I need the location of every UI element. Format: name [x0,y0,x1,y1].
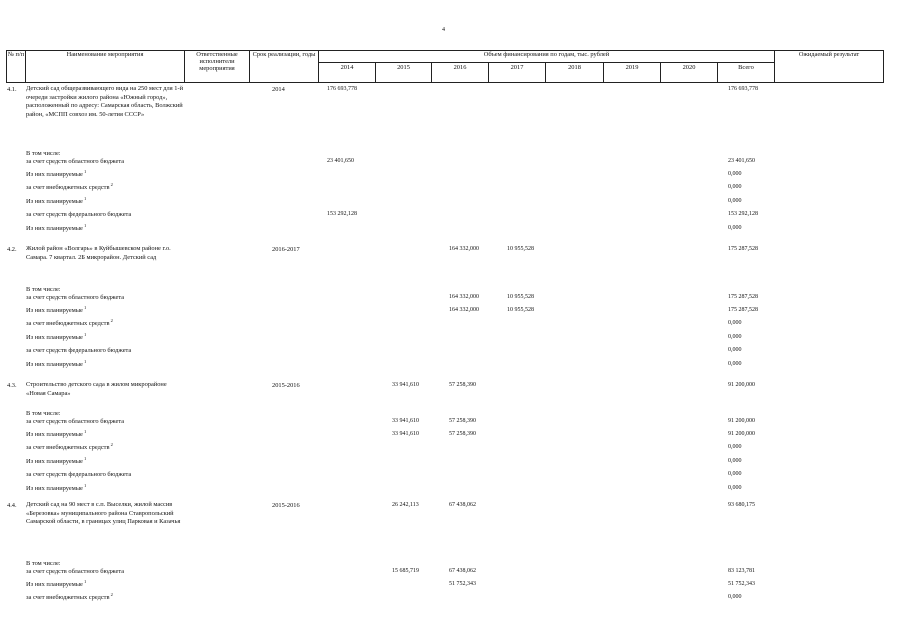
page-number: 4 [442,27,445,33]
including-label: В том числе: [26,150,61,157]
footnote-mark: 1 [82,304,87,310]
funding-source-text: Из них планируемые [26,307,83,314]
section-term: 2015-2016 [272,382,300,389]
col-header-year-text: 2016 [453,64,467,71]
col-header-year-text: 2020 [682,64,696,71]
cell-value-total: 0,000 [728,171,742,177]
col-header-num [6,50,26,83]
cell-value-2014: 176 693,778 [327,86,357,92]
funding-source-text: Из них планируемые [26,581,83,588]
section-number: 4.2. [7,246,17,253]
funding-source-text: за счет внебюджетных средств [26,320,110,327]
col-header-year-text: 2018 [568,64,581,71]
cell-value-total: 93 680,175 [728,502,755,508]
funding-source-label [26,181,113,191]
footnote-mark: 1 [82,222,87,228]
col-header-year [488,62,546,83]
cell-value-2016: 57 258,390 [449,418,476,424]
funding-source-label [26,578,87,588]
col-header-name-text: Наименование мероприятия [66,51,144,58]
cell-value-2015: 26 242,113 [392,502,419,508]
cell-value-2016: 164 332,000 [449,307,479,313]
funding-source-text: Из них планируемые [26,171,83,178]
cell-value-total: 0,000 [728,444,742,450]
funding-source-label [26,304,87,314]
funding-source-text: Из них планируемые [26,458,83,465]
col-header-year [318,62,376,83]
cell-value-total: 83 123,781 [728,568,755,574]
section-number: 4.1. [7,86,17,93]
section-number: 4.4. [7,502,17,509]
funding-source-label [26,294,124,301]
col-header-year [431,62,489,83]
section-term: 2014 [272,86,285,93]
col-header-year [717,62,775,83]
cell-value-2016: 51 752,343 [449,581,476,587]
funding-source-label [26,358,87,368]
funding-source-text: за счет средств областного бюджета [26,294,125,301]
cell-value-2016: 164 332,000 [449,246,479,252]
cell-value-total: 175 287,528 [728,307,758,313]
footnote-mark: 1 [82,455,87,461]
funding-source-label [26,195,87,205]
funding-source-text: за счет внебюджетных средств [26,184,110,191]
cell-value-2016: 67 438,062 [449,502,476,508]
cell-value-total: 0,000 [728,184,742,190]
cell-value-total: 0,000 [728,320,742,326]
funding-source-text: за счет средств областного бюджета [26,158,125,165]
cell-value-total: 23 401,650 [728,158,755,164]
section-term: 2016-2017 [272,246,300,253]
funding-source-label [26,168,87,178]
funding-source-text: Из них планируемые [26,361,83,368]
col-header-name [25,50,185,83]
cell-value-2016: 164 332,000 [449,294,479,300]
footnote-mark: 1 [82,578,87,584]
including-label: В том числе: [26,560,61,567]
funding-source-label [26,158,124,165]
footnote-mark: 1 [82,482,87,488]
section-number: 4.3. [7,382,17,389]
cell-value-2015: 33 941,610 [392,382,419,388]
col-header-year [660,62,718,83]
footnote-mark: 1 [82,195,87,201]
funding-source-label [26,455,87,465]
funding-source-label [26,418,124,425]
funding-source-label [26,347,131,354]
funding-source-text: Из них планируемые [26,334,83,341]
funding-source-label [26,317,113,327]
cell-value-2016: 57 258,390 [449,382,476,388]
funding-source-text: Из них планируемые [26,198,83,205]
funding-source-text: за счет средств федерального бюджета [26,471,132,478]
footnote-mark: 2 [109,181,113,187]
col-header-year-text: 2015 [397,64,410,71]
col-header-year [545,62,604,83]
funding-source-text: за счет средств областного бюджета [26,418,125,425]
funding-source-text: Из них планируемые [26,225,83,232]
cell-value-2016: 57 258,390 [449,431,476,437]
cell-value-2015: 33 941,610 [392,431,419,437]
col-header-year-text: Всего [738,64,754,71]
cell-value-total: 0,000 [728,225,742,231]
col-header-result [774,50,884,83]
funding-source-label [26,568,124,575]
funding-source-text: Из них планируемые [26,431,83,438]
cell-value-total: 0,000 [728,458,742,464]
funding-source-label [26,591,113,601]
cell-value-total: 51 752,343 [728,581,755,587]
cell-value-2014: 153 292,128 [327,211,357,217]
col-header-year-text: 2014 [340,64,354,71]
section-term: 2015-2016 [272,502,300,509]
cell-value-total: 0,000 [728,361,742,367]
col-header-year-text: 2019 [625,64,639,71]
funding-source-text: за счет средств областного бюджета [26,568,125,575]
cell-value-total: 0,000 [728,594,742,600]
cell-value-total: 91 200,000 [728,431,755,437]
section-name: Жилой район «Волгарь» в Куйбышевском районе г.о. Самара. 7 квартал. 2Б микрорайон. Детский сад [26,245,171,261]
col-header-executors [184,50,250,83]
cell-value-total: 153 292,128 [728,211,758,217]
cell-value-2015: 15 685,719 [392,568,419,574]
cell-value-total: 0,000 [728,198,742,204]
section-name: Строительство детского сада в жилом микрорайоне «Новая Самара» [26,381,167,397]
cell-value-2017: 10 955,528 [507,246,534,252]
cell-value-2017: 10 955,528 [507,294,534,300]
funding-source-text: за счет средств федерального бюджета [26,347,132,354]
funding-source-label [26,482,87,492]
col-header-year-text: 2017 [510,64,524,71]
including-label: В том числе: [26,410,61,417]
funding-source-text: Из них планируемые [26,485,83,492]
footnote-mark: 1 [82,168,87,174]
col-header-term [249,50,319,83]
funding-source-text: за счет внебюджетных средств [26,444,110,451]
funding-source-label [26,428,87,438]
cell-value-total: 176 693,778 [728,86,758,92]
col-header-year [375,62,432,83]
col-header-num-text: № п/п [7,51,25,58]
footnote-mark: 2 [109,591,113,597]
funding-source-label [26,441,113,451]
cell-value-total: 91 200,000 [728,382,755,388]
cell-value-total: 0,000 [728,347,742,353]
cell-value-total: 0,000 [728,471,742,477]
funding-source-text: за счет средств федерального бюджета [26,211,132,218]
section-name: Детский сад общеразвивающего вида на 250 мест для 1-й очереди застройки жилого района «Южный город», расположенный по адресу: Самарская область, Волжский район, «МСПП совхоз им. 50-летия СССР» [26,85,184,118]
cell-value-total: 0,000 [728,485,742,491]
cell-value-total: 0,000 [728,334,742,340]
cell-value-2017: 10 955,528 [507,307,534,313]
col-header-executors-text: Ответственные исполнители мероприятия [196,51,238,72]
footnote-mark: 1 [82,358,87,364]
cell-value-total: 91 200,000 [728,418,755,424]
funding-source-label [26,222,87,232]
col-header-term-text: Срок реализации, годы [252,51,316,58]
col-header-result-text: Ожидаемый результат [798,51,860,58]
cell-value-total: 175 287,528 [728,246,758,252]
funding-source-label [26,471,131,478]
funding-source-label [26,331,87,341]
footnote-mark: 2 [109,441,113,447]
cell-value-2014: 23 401,650 [327,158,354,164]
footnote-mark: 1 [82,428,87,434]
including-label: В том числе: [26,286,61,293]
funding-source-text: за счет внебюджетных средств [26,594,110,601]
footnote-mark: 2 [109,317,113,323]
col-header-year [603,62,661,83]
section-name: Детский сад на 90 мест в с.п. Выселки, жилой массив «Березовка» муниципального района Ставропольский Самарской области, в границах улиц Парковая и Казачья [26,501,181,526]
cell-value-2016: 67 438,062 [449,568,476,574]
col-header-funding-text: Объем финансирования по годам, тыс. рублей [483,51,610,58]
funding-source-label [26,211,131,218]
cell-value-2015: 33 941,610 [392,418,419,424]
footnote-mark: 1 [82,331,87,337]
cell-value-total: 175 287,528 [728,294,758,300]
